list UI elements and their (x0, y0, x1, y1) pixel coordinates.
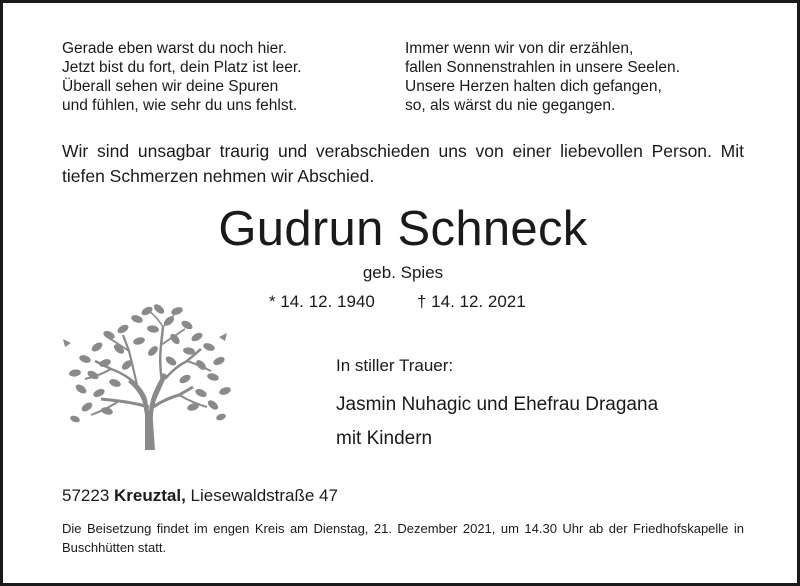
mourners-names: Jasmin Nuhagic und Ehefrau Dragana mit Kindern (336, 394, 659, 449)
poem-left: Gerade eben warst du noch hier. Jetzt bist du fort, dein Platz ist leer. Überall sehen wir deine Spuren und fühlen, wie sehr du uns fehlst. (62, 40, 302, 114)
poem-right: Immer wenn wir von dir erzählen, fallen Sonnenstrahlen in unsere Seelen. Unsere Herzen halten dich gefangen, so, als wärst du nie gegangen. (405, 40, 680, 114)
family-address (62, 485, 338, 507)
maiden-name: geb. Spies (362, 263, 444, 282)
funeral-note: Die Beisetzung findet im engen Kreis am Dienstag, 21. Dezember 2021, um 14.30 Uhr ab der Friedhofskapelle in Buschhütten statt. (62, 521, 744, 555)
mourning-label: In stiller Trauer: (336, 356, 454, 375)
address-town: Kreuztal, (114, 486, 186, 505)
birth-date: * 14. 12. 1940 (269, 292, 375, 311)
address-street: Liesewaldstraße 47 (190, 486, 338, 505)
death-date: † 14. 12. 2021 (417, 292, 526, 311)
address-postcode: 57223 (62, 486, 110, 505)
tree-icon (61, 303, 233, 451)
deceased-name: Gudrun Schneck (218, 202, 588, 256)
intro-text: Wir sind unsagbar traurig und verabschieden uns von einer liebevollen Person. Mit tiefen Schmerzen nehmen wir Abschied. (62, 141, 744, 186)
